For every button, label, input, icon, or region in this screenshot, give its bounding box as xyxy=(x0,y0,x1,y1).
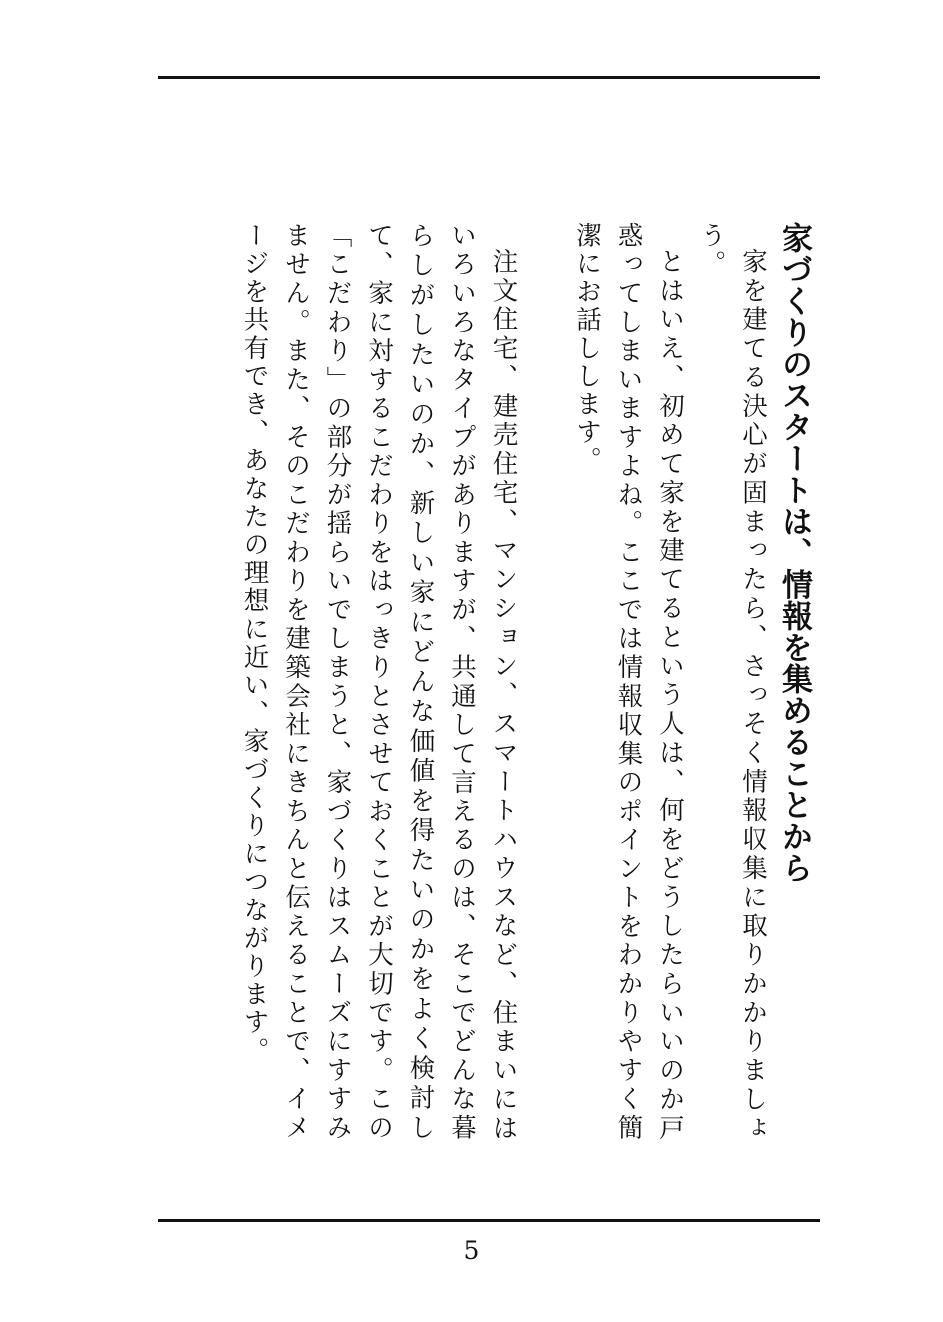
paragraph-housing-types: 注文住宅、建売住宅、マンション、スマートハウスなど、住まいにはいろいろなタイプがありますが、共通して言えるのは、そこでどんな暮らしがしたいのか、新しい家にどんな価値を得たいのかをよく検討して、家に対するこだわりをはっきりとさせておくことが大切です。この「こだわり」の部分が揺らいでしまうと、家づくりはスムーズにすすみません。また、そのこだわりを建築会社にきちんと伝えることで、イメージを共有でき、あなたの理想に近い、家づくりにつながります。 xyxy=(239,222,519,1142)
section-heading: 家づくりのスタートは、情報を集めることから xyxy=(776,222,812,884)
page-number: 5 xyxy=(463,1236,480,1265)
vertical-text-block xyxy=(233,222,815,1142)
bottom-rule xyxy=(158,1219,820,1222)
paragraph-intro: 家を建てる決心が固まったら、さっそく情報収集に取りかかりましょう。 xyxy=(696,222,768,1142)
paragraph-info-gathering: とはいえ、初めて家を建てるという人は、何をどうしたらいいのか戸惑ってしまいますよね。ここでは情報収集のポイントをわかりやすく簡潔にお話しします。 xyxy=(572,222,685,1142)
top-rule xyxy=(158,76,820,79)
paragraph-gap xyxy=(524,222,566,1142)
